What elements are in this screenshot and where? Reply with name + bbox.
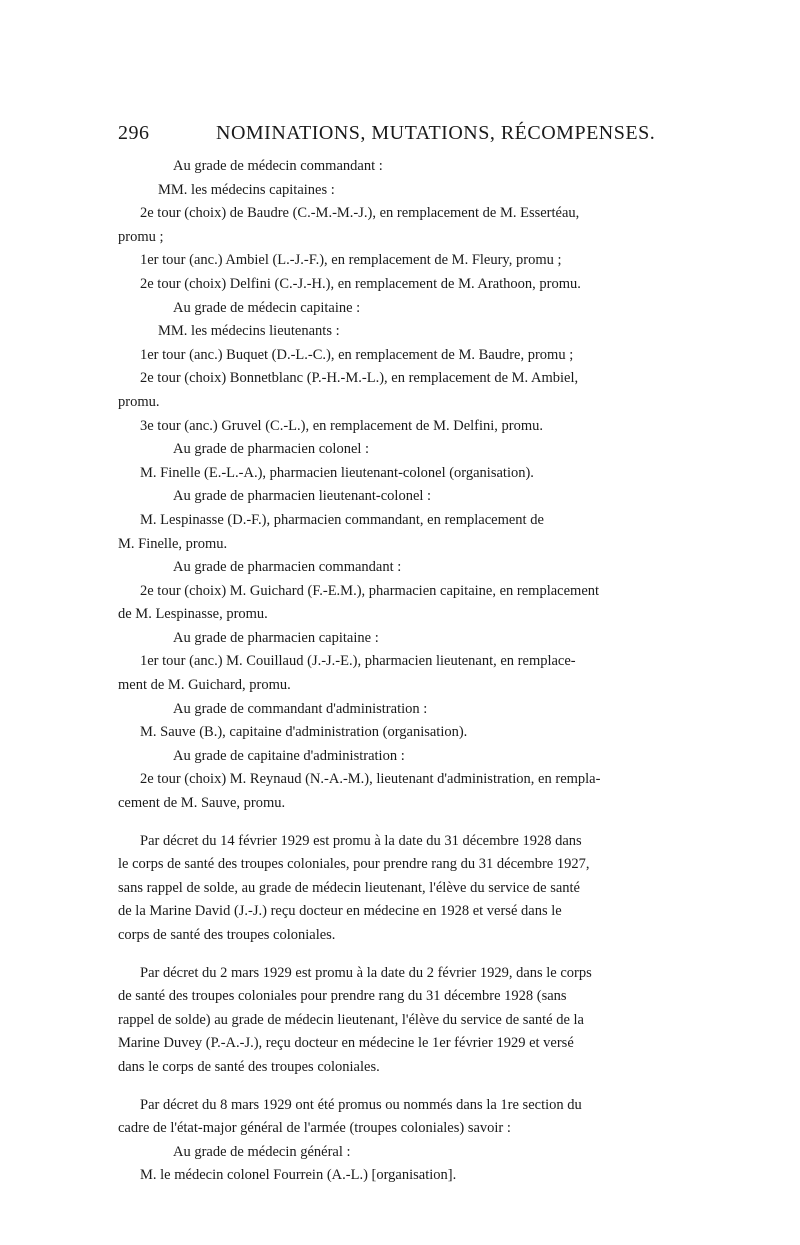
text-line: Par décret du 14 février 1929 est promu à la date du 31 décembre 1928 dans xyxy=(140,832,582,849)
text-line: 1er tour (anc.) Buquet (D.-L.-C.), en remplacement de M. Baudre, promu ; xyxy=(140,346,574,363)
text-line: de la Marine David (J.-J.) reçu docteur en médecine en 1928 et versé dans le xyxy=(118,903,562,920)
text-line: ment de M. Guichard, promu. xyxy=(118,677,291,694)
text-line: M. le médecin colonel Fourrein (A.-L.) [organisation]. xyxy=(140,1167,457,1184)
text-line: 1er tour (anc.) Ambiel (L.-J.-F.), en remplacement de M. Fleury, promu ; xyxy=(140,252,562,269)
text-line: M. Sauve (B.), capitaine d'administration (organisation). xyxy=(140,724,468,741)
text-line: Au grade de pharmacien lieutenant-colonel : xyxy=(173,488,432,505)
text-line: 2e tour (choix) Bonnetblanc (P.-H.-M.-L.), en remplacement de M. Ambiel, xyxy=(140,370,579,387)
page-number: 296 xyxy=(118,122,150,144)
text-line: Marine Duvey (P.-A.-J.), reçu docteur en médecine le 1er février 1929 et versé xyxy=(118,1035,574,1052)
text-line: 2e tour (choix) de Baudre (C.-M.-M.-J.), en remplacement de M. Essertéau, xyxy=(140,205,580,222)
text-line: Par décret du 8 mars 1929 ont été promus ou nommés dans la 1re section du xyxy=(140,1096,582,1113)
text-line: corps de santé des troupes coloniales. xyxy=(118,927,336,943)
text-line: de santé des troupes coloniales pour prendre rang du 31 décembre 1928 (sans xyxy=(118,988,567,1005)
text-line: 2e tour (choix) Delfini (C.-J.-H.), en remplacement de M. Arathoon, promu. xyxy=(140,275,581,292)
text-line: Par décret du 2 mars 1929 est promu à la date du 2 février 1929, dans le corps xyxy=(140,964,592,981)
text-line: MM. les médecins capitaines : xyxy=(158,181,335,198)
text-line: de M. Lespinasse, promu. xyxy=(118,606,268,623)
text-line: dans le corps de santé des troupes coloniales. xyxy=(118,1058,380,1075)
text-line: Au grade de pharmacien capitaine : xyxy=(173,629,379,646)
text-line: sans rappel de solde, au grade de médecin lieutenant, l'élève du service de santé xyxy=(118,879,580,896)
text-line: M. Lespinasse (D.-F.), pharmacien commandant, en remplacement de xyxy=(140,511,544,528)
text-line: Au grade de pharmacien colonel : xyxy=(173,441,370,458)
text-line: 2e tour (choix) M. Reynaud (N.-A.-M.), lieutenant d'administration, en rempla- xyxy=(140,771,601,788)
text-line: 1er tour (anc.) M. Couillaud (J.-J.-E.), pharmacien lieutenant, en remplace- xyxy=(140,653,576,670)
text-line: Au grade de capitaine d'administration : xyxy=(173,747,405,764)
text-line: Au grade de pharmacien commandant : xyxy=(173,559,402,576)
text-line: rappel de solde) au grade de médecin lieutenant, l'élève du service de santé de la xyxy=(118,1011,584,1028)
text-line: M. Finelle, promu. xyxy=(118,535,228,552)
text-line: M. Finelle (E.-L.-A.), pharmacien lieutenant-colonel (organisation). xyxy=(140,464,534,481)
paragraph-gap xyxy=(118,1080,678,1094)
text-line: 3e tour (anc.) Gruvel (C.-L.), en remplacement de M. Delfini, promu. xyxy=(140,417,544,434)
page-body xyxy=(118,155,678,1188)
text-line: Au grade de médecin général : xyxy=(173,1143,351,1160)
text-line: cadre de l'état-major général de l'armée (troupes coloniales) savoir : xyxy=(118,1120,511,1137)
text-line: promu. xyxy=(118,393,160,410)
text-line: promu ; xyxy=(118,228,164,245)
paragraph-gap xyxy=(118,948,678,962)
text-line: Au grade de médecin capitaine : xyxy=(173,299,361,316)
running-title: NOMINATIONS, MUTATIONS, RÉCOMPENSES. xyxy=(216,122,656,144)
text-line: Au grade de commandant d'administration : xyxy=(173,700,428,717)
text-line: Au grade de médecin commandant : xyxy=(173,158,383,174)
text-line: cement de M. Sauve, promu. xyxy=(118,795,286,812)
text-line: 2e tour (choix) M. Guichard (F.-E.M.), pharmacien capitaine, en remplacement xyxy=(140,582,600,599)
text-line: le corps de santé des troupes coloniales, pour prendre rang du 31 décembre 1927, xyxy=(118,856,590,873)
paragraph-gap xyxy=(118,816,678,830)
text-line: MM. les médecins lieutenants : xyxy=(158,323,340,340)
